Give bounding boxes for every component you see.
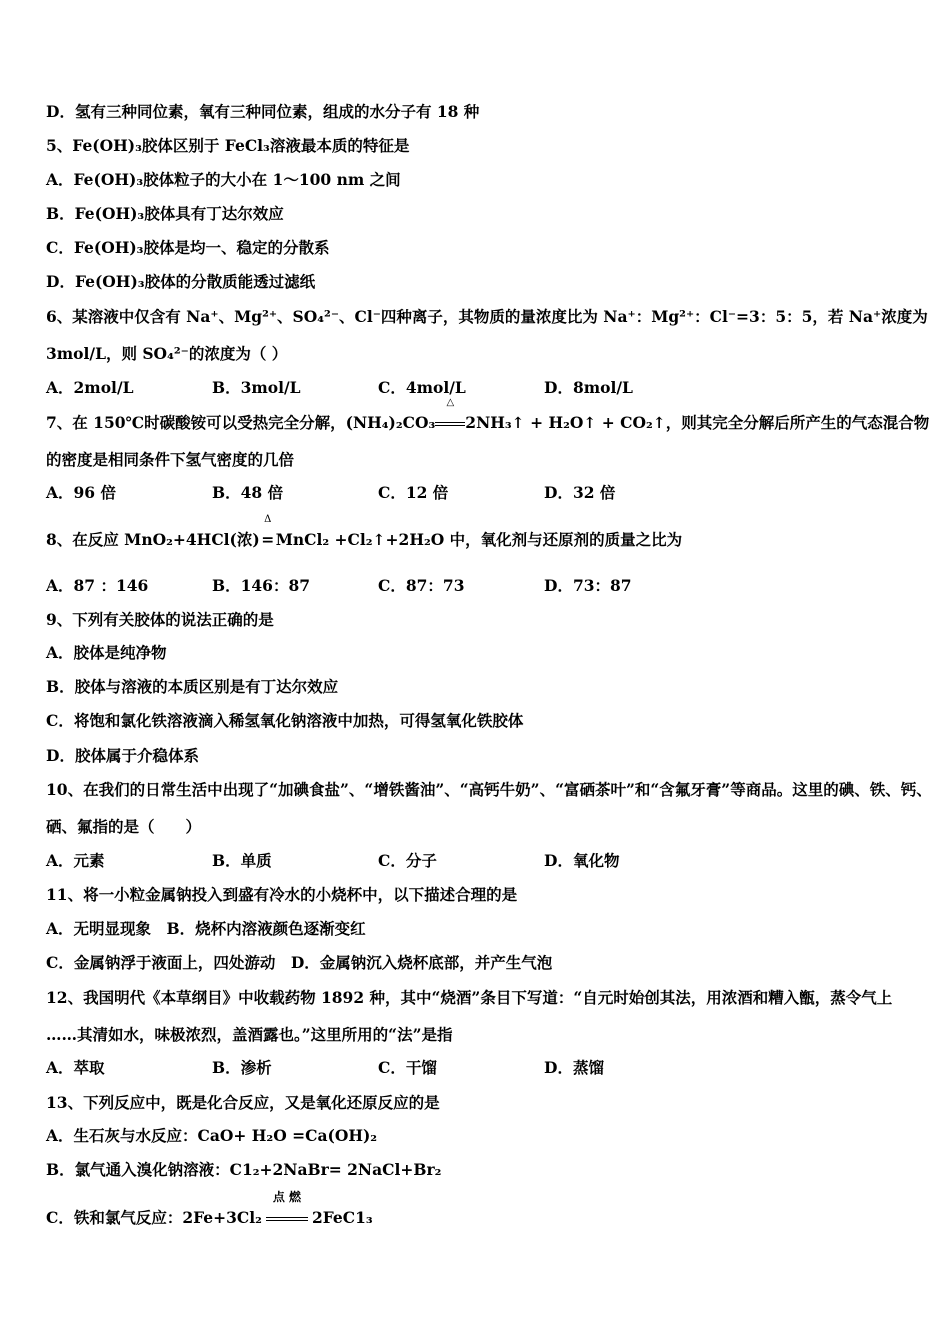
q5-stem: 5、Fe(OH)₃胶体区别于 FeCl₃溶液最本质的特征是 xyxy=(46,136,410,155)
q9-stem: 9、下列有关胶体的说法正确的是 xyxy=(46,610,274,629)
q13c-reaction-arrow xyxy=(266,1190,308,1228)
q8-equals: = xyxy=(261,530,275,549)
q6-option-b: B．3mol/L xyxy=(212,378,301,397)
q5-option-d: D．Fe(OH)₃胶体的分散质能透过滤纸 xyxy=(46,272,316,291)
q9-option-c: C．将饱和氯化铁溶液滴入稀氢氧化钠溶液中加热，可得氢氧化铁胶体 xyxy=(46,711,524,730)
q11-options-ab: A．无明显现象 B．烧杯内溶液颜色逐渐变红 xyxy=(46,919,366,938)
q7-stem-line1 xyxy=(46,397,930,433)
q13c-text-before: C．铁和氯气反应：2Fe+3Cl₂ xyxy=(46,1208,262,1227)
q13-option-b: B．氯气通入溴化钠溶液：C1₂+2NaBr= 2NaCl+Br₂ xyxy=(46,1160,442,1179)
q10-option-d: D．氧化物 xyxy=(544,851,620,870)
q7-option-b: B．48 倍 xyxy=(212,483,284,502)
q4-option-d: D．氢有三种同位素，氧有三种同位素，组成的水分子有 18 种 xyxy=(46,102,480,121)
q8-text-before: 8、在反应 MnO₂+4HCl(浓) xyxy=(46,530,260,549)
q8-stem xyxy=(46,514,920,550)
q11-stem: 11、将一小粒金属钠投入到盛有冷水的小烧杯中，以下描述合理的是 xyxy=(46,885,518,904)
q8-option-a: A．87 ：146 xyxy=(46,576,149,595)
q8-text-after: MnCl₂ +Cl₂↑+2H₂O 中，氧化剂与还原剂的质量之比为 xyxy=(275,530,683,549)
q7-heat-symbol: △ xyxy=(446,397,455,408)
q6-stem-line2: 3mol/L，则 SO₄²⁻的浓度为（ ） xyxy=(46,344,288,363)
q11-options-cd: C．金属钠浮于液面上，四处游动 D．金属钠沉入烧杯底部，并产生气泡 xyxy=(46,953,553,972)
q8-option-b: B．146：87 xyxy=(212,576,311,595)
q9-option-d: D．胶体属于介稳体系 xyxy=(46,746,199,765)
q10-option-a: A．元素 xyxy=(46,851,105,870)
q9-option-b: B．胶体与溶液的本质区别是有丁达尔效应 xyxy=(46,677,339,696)
q13-option-a: A．生石灰与水反应：CaO+ H₂O =Ca(OH)₂ xyxy=(46,1126,378,1145)
q10-stem-line2: 硒、氟指的是（ ） xyxy=(46,817,202,836)
q10-options xyxy=(46,851,920,871)
q13c-text-after: 2FeC1₃ xyxy=(311,1208,373,1227)
q12-option-a: A．萃取 xyxy=(46,1058,105,1077)
q5-option-b: B．Fe(OH)₃胶体具有丁达尔效应 xyxy=(46,204,284,223)
q13c-ignite-label: 点 燃 xyxy=(272,1190,302,1204)
q7-option-c: C．12 倍 xyxy=(378,483,449,502)
q7-reaction-arrow xyxy=(435,397,465,433)
q8-option-c: C．87：73 xyxy=(378,576,465,595)
q8-option-d: D．73：87 xyxy=(544,576,632,595)
q6-stem-line1: 6、某溶液中仅含有 Na⁺、Mg²⁺、SO₄²⁻、Cl⁻四种离子，其物质的量浓度比为 Na⁺：Mg²⁺：Cl⁻=3：5：5，若 Na⁺浓度为 xyxy=(46,307,928,326)
q12-stem-line1: 12、我国明代《本草纲目》中收载药物 1892 种，其中“烧酒”条目下写道：“自元时始创其法，用浓酒和糟入甑，蒸令气上 xyxy=(46,988,893,1007)
q7-text-before: 7、在 150℃时碳酸铵可以受热完全分解，(NH₄)₂CO₃ xyxy=(46,413,436,432)
q10-option-b: B．单质 xyxy=(212,851,272,870)
q6-option-c: C．4mol/L xyxy=(378,378,466,397)
q13-stem: 13、下列反应中，既是化合反应，又是氧化还原反应的是 xyxy=(46,1093,440,1112)
q10-stem-line1: 10、在我们的日常生活中出现了“加碘食盐”、“增铁酱油”、“高钙牛奶”、“富硒茶叶”和“含氟牙膏”等商品。这里的碘、铁、钙、 xyxy=(46,780,932,799)
q6-option-a: A．2mol/L xyxy=(46,378,134,397)
q8-reaction-sign xyxy=(260,514,276,550)
q12-option-b: B．渗析 xyxy=(212,1058,272,1077)
q7-option-d: D．32 倍 xyxy=(544,483,616,502)
q12-option-d: D．蒸馏 xyxy=(544,1058,604,1077)
q13-option-c xyxy=(46,1190,920,1228)
q9-option-a: A．胶体是纯净物 xyxy=(46,643,167,662)
q8-heat-symbol: Δ xyxy=(264,514,272,525)
q8-options xyxy=(46,576,920,596)
q5-option-a: A．Fe(OH)₃胶体粒子的大小在 1～100 nm 之间 xyxy=(46,170,401,189)
q6-options xyxy=(46,378,920,398)
q12-stem-line2: ……其清如水，味极浓烈，盖酒露也。”这里所用的“法”是指 xyxy=(46,1025,453,1044)
q7-option-a: A．96 倍 xyxy=(46,483,116,502)
q7-text-after: 2NH₃↑ + H₂O↑ + CO₂↑，则其完全分解后所产生的气态混合物 xyxy=(465,413,930,432)
q12-option-c: C．干馏 xyxy=(378,1058,437,1077)
q7-options xyxy=(46,483,920,503)
q5-option-c: C．Fe(OH)₃胶体是均一、稳定的分散系 xyxy=(46,238,330,257)
q12-options xyxy=(46,1058,920,1078)
q10-option-c: C．分子 xyxy=(378,851,437,870)
q6-option-d: D．8mol/L xyxy=(544,378,633,397)
q7-stem-line2: 的密度是相同条件下氢气密度的几倍 xyxy=(46,450,295,469)
